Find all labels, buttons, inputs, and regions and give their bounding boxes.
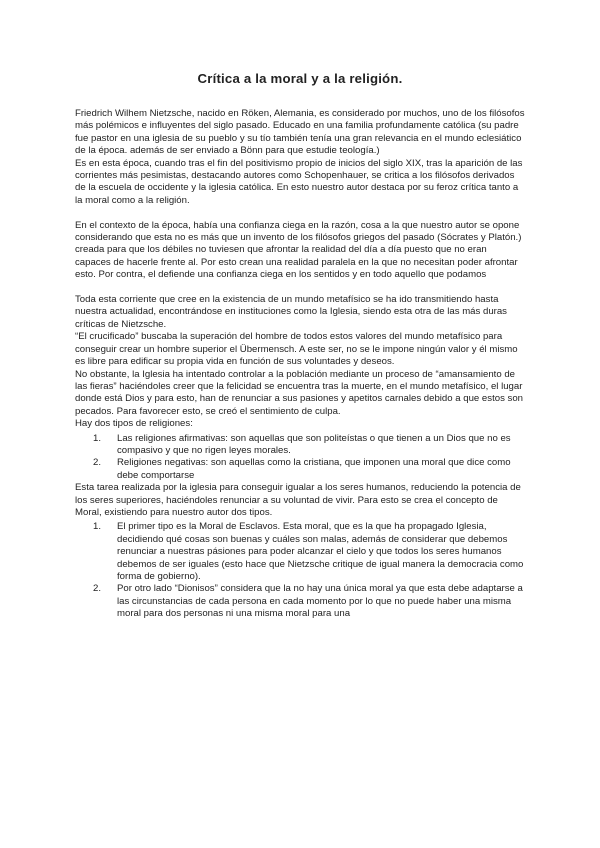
list-item <box>75 433 525 458</box>
list-item-text: Religiones negativas: son aquellas como la cristiana, que imponen una moral que dice como debe comportarse <box>117 457 511 481</box>
context-paragraph: En el contexto de la época, había una confianza ciega en la razón, cosa a la que nuestro autor se opone considerando que esta no es más que un invento de los filósofos griegos del pasado (Sócrates y Platón.) creada para que los débiles no tuviesen que afrontar la realidad del día a día puesto que no eran capaces de hacerle frente al. Por esto crean una realidad paralela en la que no necesitan poder afrontar esto. Por contra, el defiende una confianza ciega en los sentidos y en todo aquello que podamos <box>75 219 522 281</box>
document-body <box>75 108 525 621</box>
section-paragraph-5: Esta tarea realizada por la iglesia para conseguir igualar a los seres humanos, reduciendo la potencia de los seres superiores, haciéndoles renunciar a su voluntad de vivir. Para esto se crea el concepto de Moral, existiendo para nuestro autor dos tipos. <box>75 482 521 518</box>
list-item-text: Las religiones afirmativas: son aquellas que son politeístas o que tienen a un Dios que no es compasivo y que no rigen leyes morales. <box>117 432 511 456</box>
religions-list <box>75 433 525 483</box>
section-paragraph-2: “El crucificado” buscaba la superación del hombre de todos estos valores del mundo metafísico para conseguir crear un hombre superior el Übermensch. A este ser, no se le impone ningún valor y él mismo es libre para edificar su propia vida en función de sus voluntades y deseos. <box>75 331 518 368</box>
list-item-number: 1. <box>93 432 102 444</box>
list-item <box>75 583 525 620</box>
section-paragraph-4: Hay dos tipos de religiones: <box>75 418 193 430</box>
intro-paragraph-1: Friedrich Wilhem Nietzsche, nacido en Röken, Alemania, es considerado por muchos, uno de los filósofos más polémicos e influyentes del siglo pasado. Educado en una familia profundamente católica (su padre fue pastor en una iglesia de su pueblo y su tío también tenía una gran relevancia en el mundo eclesiático de la época. además de ser enviado a Bönn para que estudie teología.) <box>75 108 525 157</box>
list-item-number: 2. <box>93 583 102 595</box>
intro-paragraph-2: Es en esta época, cuando tras el fin del positivismo propio de inicios del siglo XIX, tras la aparición de las corrientes más pesimistas, destacando autores como Schopenhauer, se critica a los filósofos derivados de la escuela de occidente y la iglesia católica. En esto nuestro autor destaca por su feroz crítica tanto a la moral como a la religión. <box>75 157 523 206</box>
section-paragraph-3: No obstante, la Iglesia ha intentado controlar a la población mediante un proceso de “amansamiento de las fieras” haciéndoles creer que la felicidad se encuentra tras la muerte, en el mundo metafísico, el lugar donde está Dios y para esto, han de renunciar a sus pasiones y apetitos carnales debido a que estos son pecados. Para favorecer esto, se creó el sentimiento de culpa. <box>75 368 523 417</box>
list-item-text: El primer tipo es la Moral de Esclavos. Esta moral, que es la que ha propagado Iglesia, decidiendo qué cosas son buenas y cuáles son malas, además de considerar que debemos renunciar a nuestras pásiones para poder alcanzar el cielo y que todos los seres humanos debemos de ser iguales (esto hace que Nietzsche critique de igual manera la democracia como forma de gobierno). <box>117 521 524 582</box>
list-item-number: 1. <box>93 521 102 533</box>
list-item <box>75 521 525 583</box>
list-item <box>75 457 525 482</box>
morals-list <box>75 521 525 620</box>
section-paragraph-1: Toda esta corriente que cree en la existencia de un mundo metafísico se ha ido transmitiendo hasta nuestra actualidad, encontrándose en instituciones como la Iglesia, siendo esta otra de las más duras críticas de Nietzsche. <box>75 294 507 330</box>
document-title: Crítica a la moral y a la religión. <box>197 71 403 86</box>
list-item-text: Por otro lado “Dionisos” considera que la no hay una única moral ya que esta debe adaptarse a las circunstancias de cada persona en cada momento por lo que no puede haber una misma moral para dos personas ni una misma moral para una <box>117 583 523 620</box>
list-item-number: 2. <box>93 457 102 469</box>
